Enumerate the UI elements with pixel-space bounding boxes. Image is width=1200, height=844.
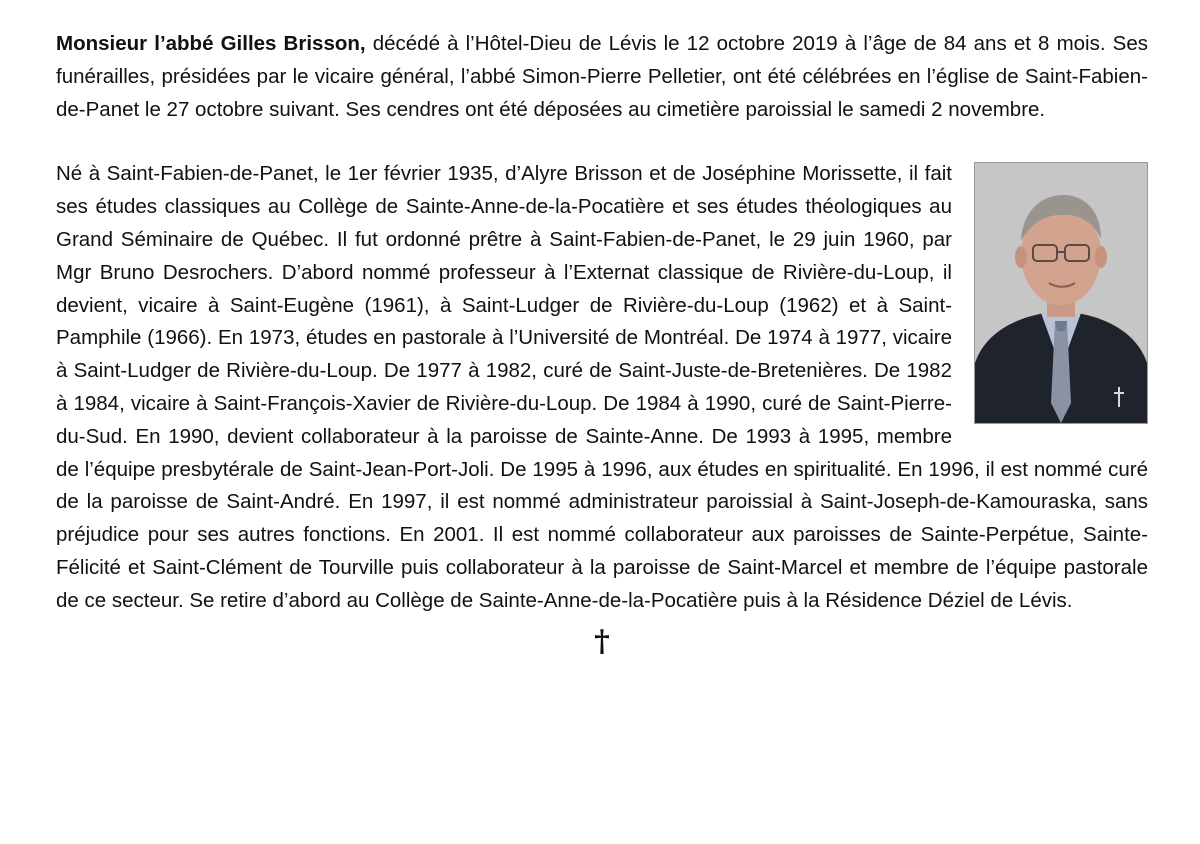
latin-cross-icon: † xyxy=(594,623,610,659)
portrait-illustration xyxy=(975,163,1147,423)
intro-text: décédé à l’Hôtel-Dieu de Lévis le 12 octobre 2019 à l’âge de 84 ans et 8 mois. Ses funérailles, présidées par le vicaire général, l’abbé Simon-Pierre Pelletier, ont été célébrées en l’église de Saint-Fabien-de-Panet le 27 octobre suivant. Ses cendres ont été déposées au cimetière paroissial le samedi 2 novembre. xyxy=(56,32,1148,121)
obituary-document xyxy=(56,28,1148,662)
obituary-intro-paragraph xyxy=(56,28,1148,126)
biography-section xyxy=(56,158,1148,617)
deceased-name: Monsieur l’abbé Gilles Brisson, xyxy=(56,32,366,55)
portrait-photo xyxy=(974,162,1148,424)
biography-text: Né à Saint-Fabien-de-Panet, le 1er février 1935, d’Alyre Brisson et de Joséphine Morissette, il fait ses études classiques au Collège de Sainte-Anne-de-la-Pocatière et ses études théologiques au Grand Séminaire de Québec. Il fut ordonné prêtre à Saint-Fabien-de-Panet, le 29 juin 1960, par Mgr Bruno Desrochers. D’abord nommé professeur à l’Externat classique de Rivière-du-Loup, il devient, vicaire à Saint-Eugène (1961), à Saint-Ludger de Rivière-du-Loup (1962) et à Saint-Pamphile (1966). En 1973, études en pastorale à l’Université de Montréal. De 1974 à 1977, vicaire à Saint-Ludger de Rivière-du-Loup. De 1977 à 1982, curé de Saint-Juste-de-Bretenières. De 1982 à 1984, vicaire à Saint-François-Xavier de Rivière-du-Loup. De 1984 à 1990, curé de Saint-Pierre-du-Sud. En 1990, devient collaborateur à la paroisse de Sainte-Anne. De 1993 à 1995, membre de l’équipe presbytérale de Saint-Jean-Port-Joli. De 1995 à 1996, aux études en spiritualité. En 1996, il est nommé curé de la paroisse de Saint-André. En 1997, il est nommé administrateur paroissial à Saint-Joseph-de-Kamouraska, sans préjudice pour ses autres fonctions. En 2001. Il est nommé collaborateur aux paroisses de Sainte-Perpétue, Sainte-Félicité et Saint-Clément de Tourville puis collaborateur à la paroisse de Saint-Marcel et membre de l’équipe pastorale de ce secteur. Se retire d’abord au Collège de Sainte-Anne-de-la-Pocatière puis à la Résidence Déziel de Lévis. xyxy=(56,162,1148,612)
